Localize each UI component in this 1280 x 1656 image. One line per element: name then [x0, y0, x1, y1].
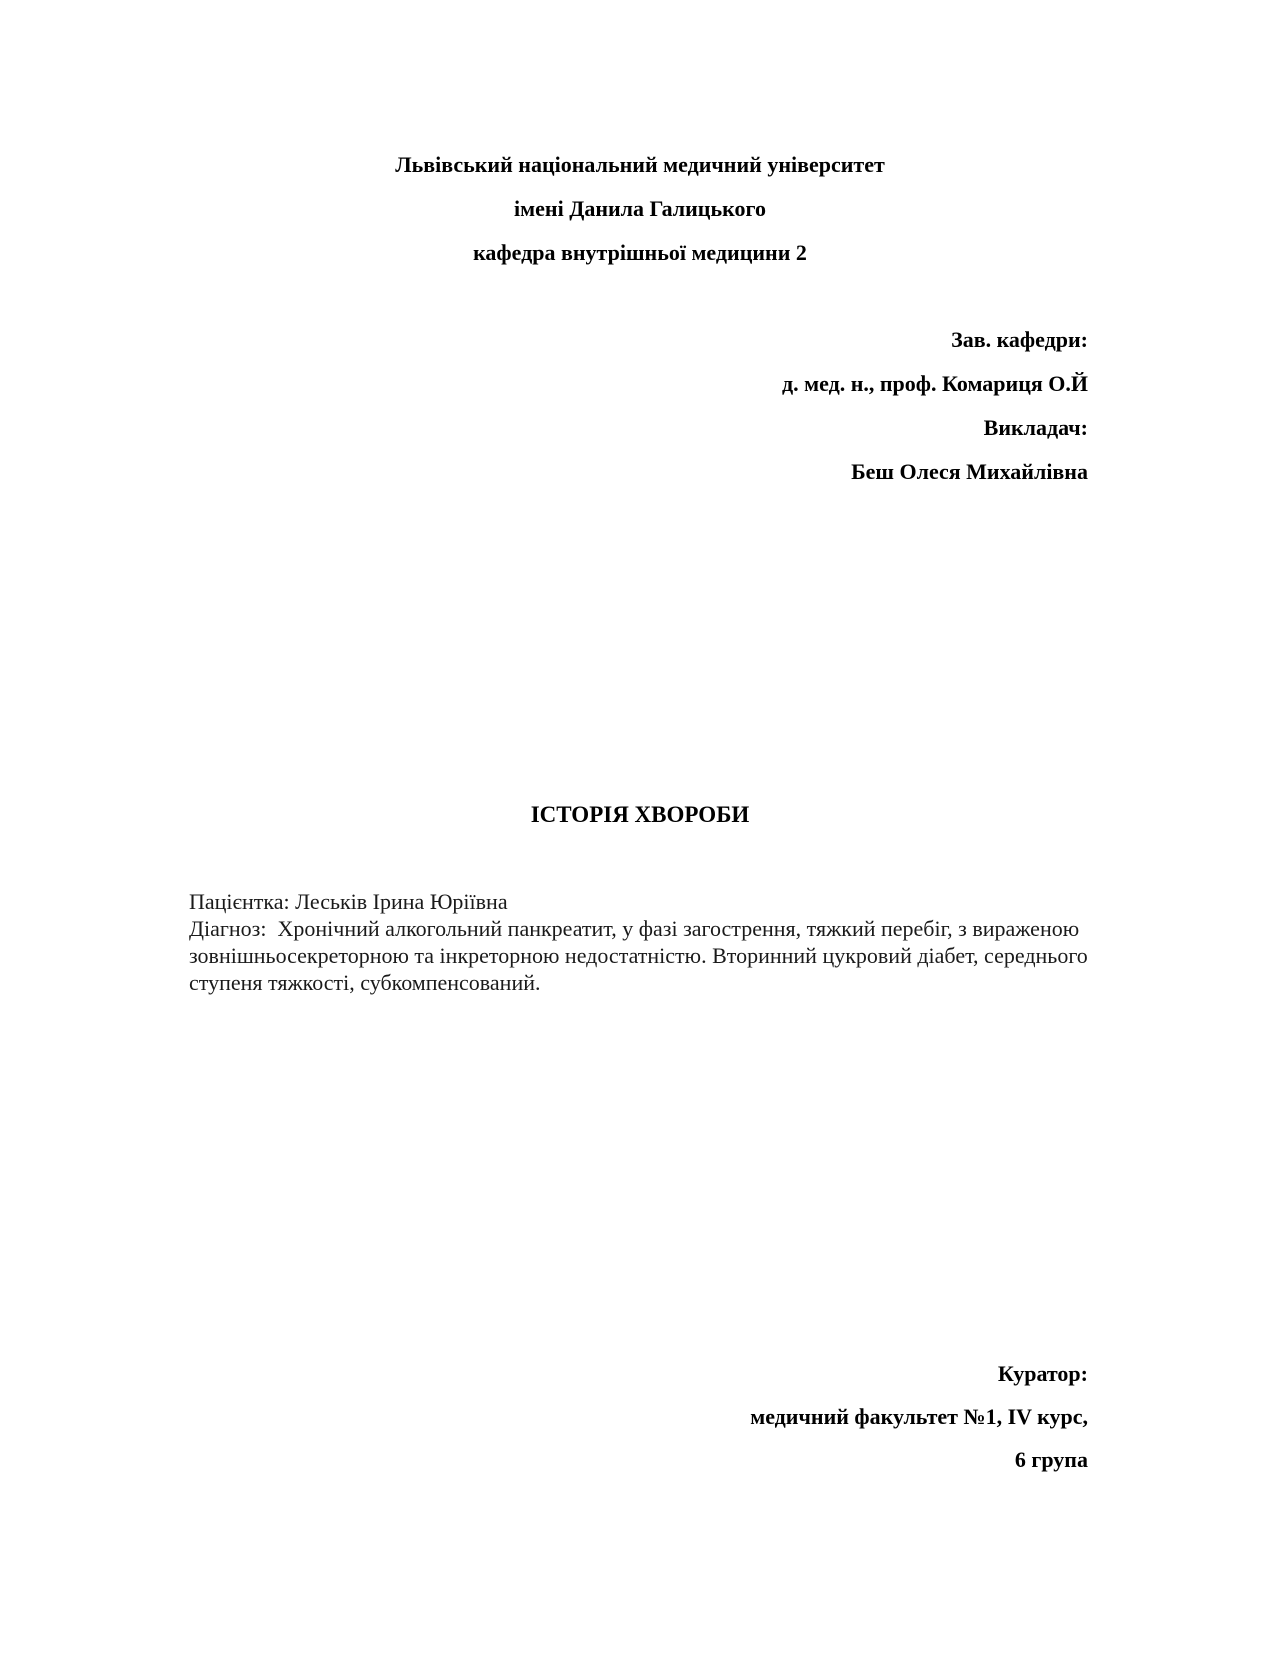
curator-faculty: медичний факультет №1, IV курс, [750, 1404, 1088, 1429]
teacher-name: Беш Олеся Михайлівна [851, 459, 1088, 484]
teacher-label: Викладач: [983, 415, 1088, 440]
department-name: кафедра внутрішньої медицини 2 [473, 240, 807, 265]
diagnosis-text: Хронічний алкогольний панкреатит, у фазі загострення, тяжкий перебіг, з вираженою зовнішньосекреторною та інкреторною недостатністю. Вторинний цукровий діабет, середнього ступеня тяжкості, субкомпенсований. [189, 916, 1088, 995]
patient-label: Пацієнтка: [189, 889, 290, 914]
patient-info-block [189, 888, 1099, 996]
head-of-department-label: Зав. кафедри: [951, 327, 1088, 352]
diagnosis-label: Діагноз: [189, 916, 267, 941]
head-of-department-name: д. мед. н., проф. Комариця О.Й [781, 371, 1088, 396]
curator-group: 6 група [1014, 1447, 1088, 1472]
university-named-after: імені Данила Галицького [514, 196, 766, 221]
diagnosis-paragraph [189, 915, 1099, 996]
curator-label: Куратор: [997, 1361, 1088, 1386]
patient-name: Леськів Ірина Юріївна [295, 889, 508, 914]
document-title: ІСТОРІЯ ХВОРОБИ [530, 802, 750, 827]
patient-line [189, 888, 1099, 915]
university-name: Львівський національний медичний університет [395, 152, 885, 177]
